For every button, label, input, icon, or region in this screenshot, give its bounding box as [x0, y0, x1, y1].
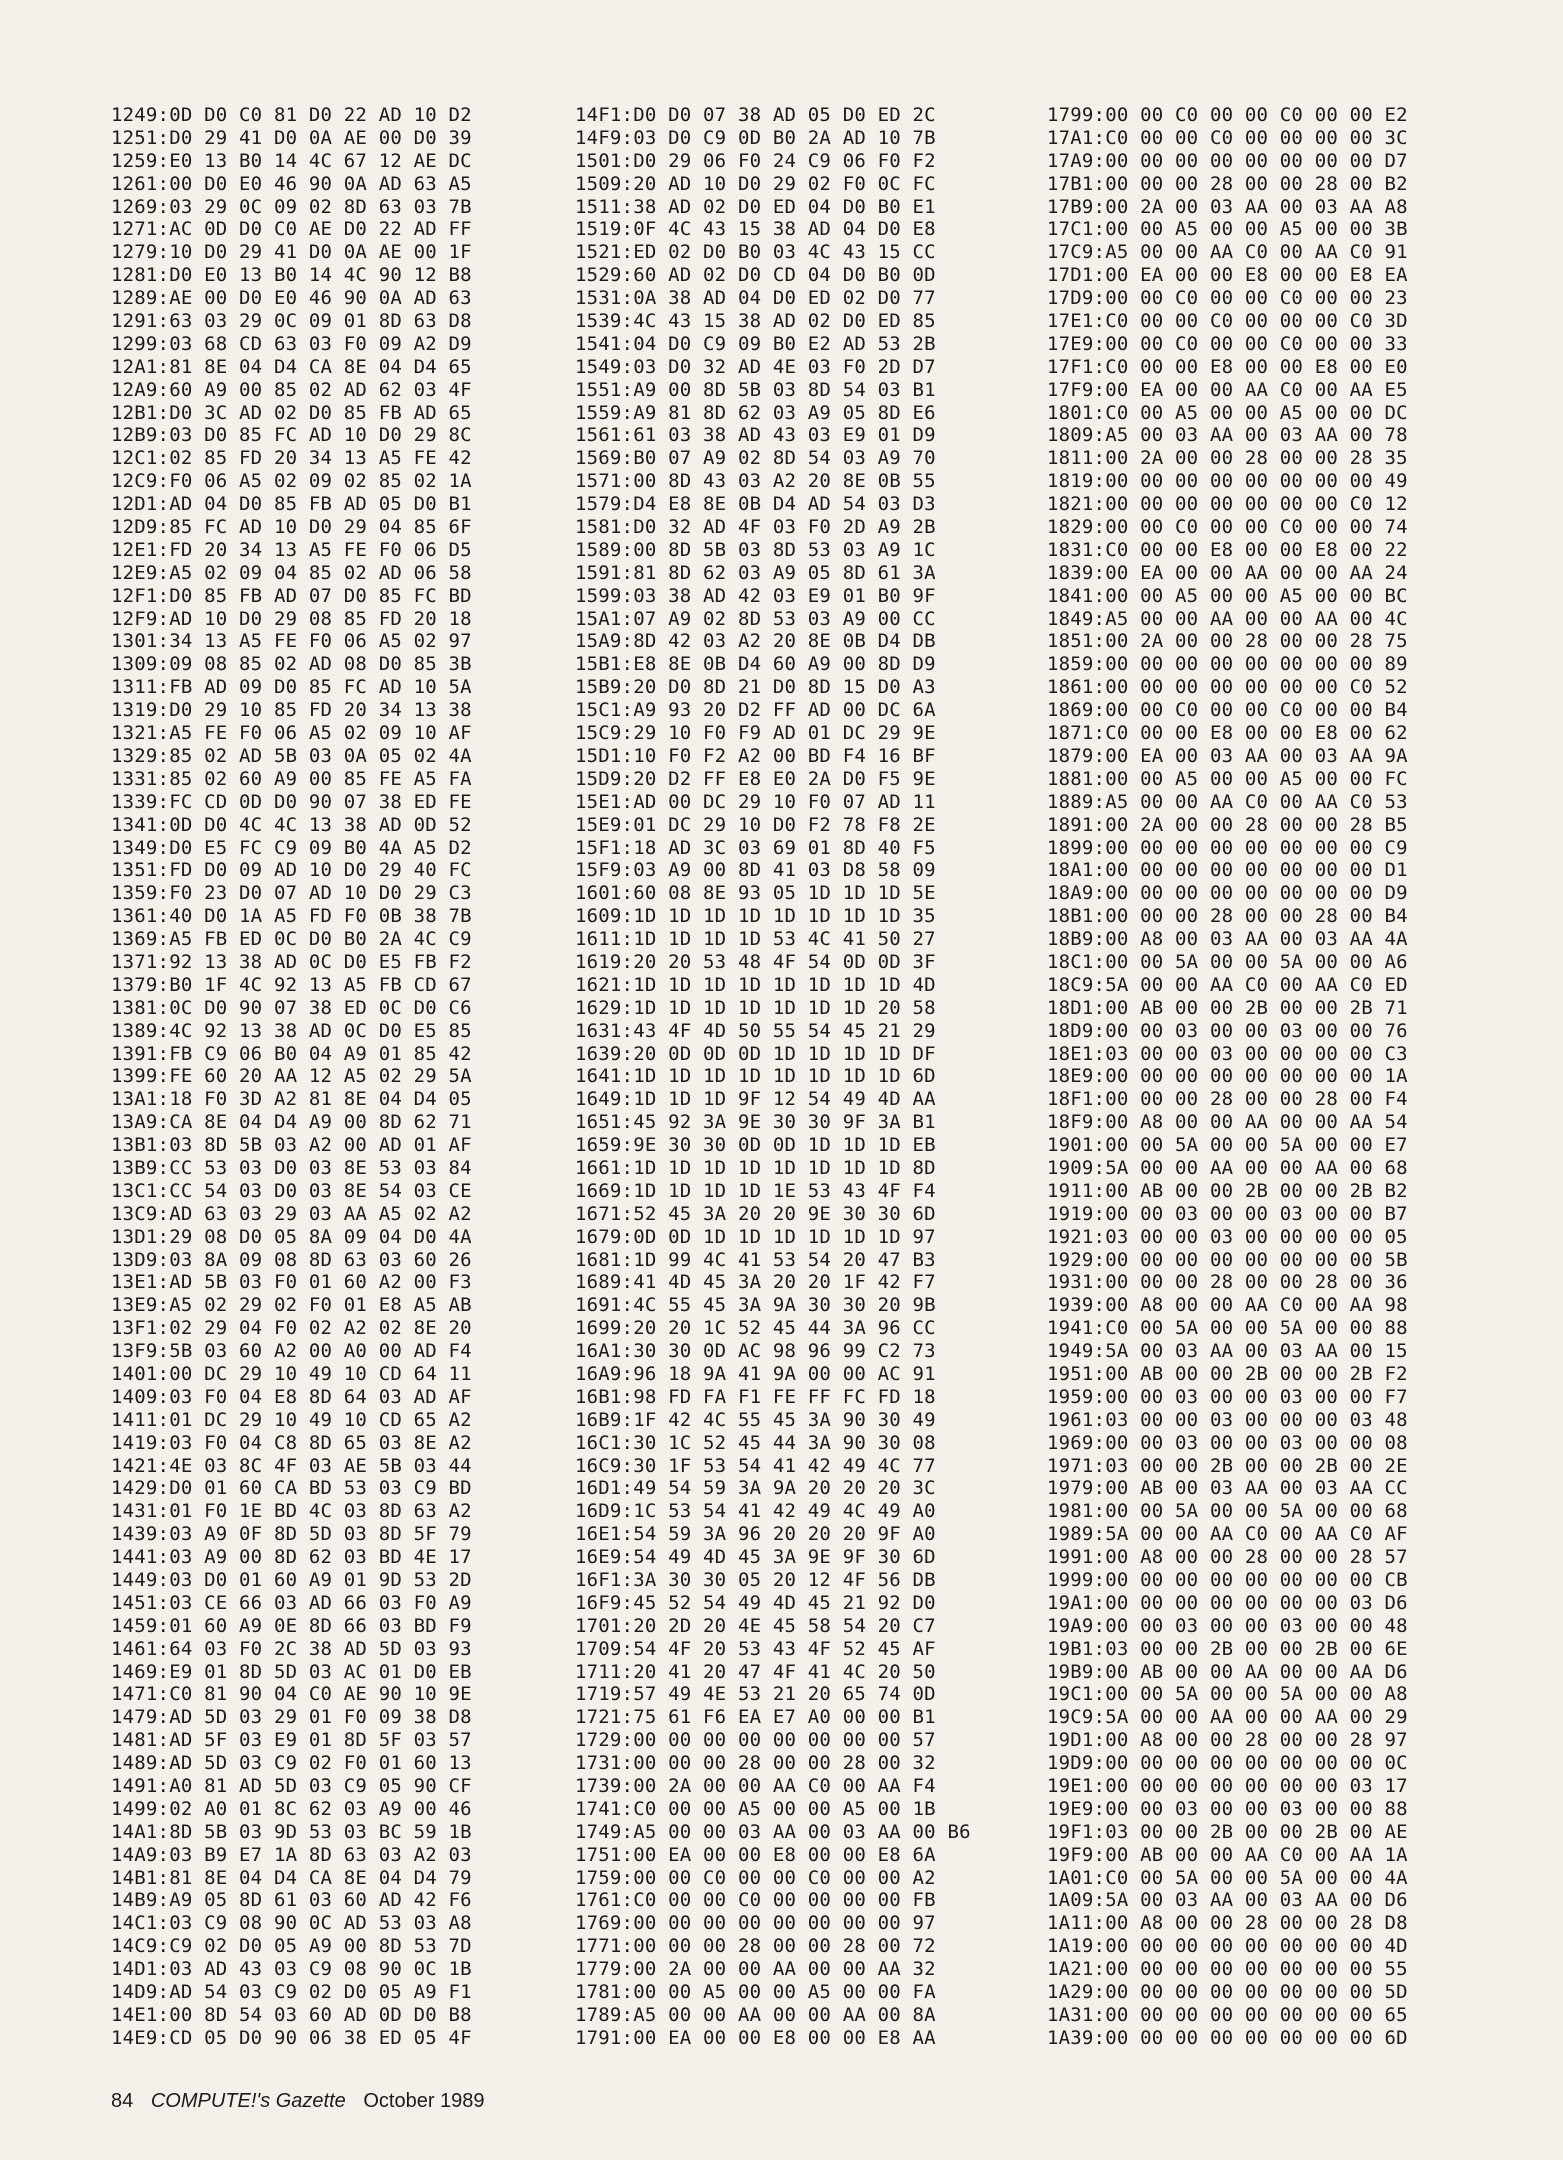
- listing-line: 1289:AE 00 D0 E0 46 90 0A AD 63: [111, 287, 472, 310]
- listing-line: 16B9:1F 42 4C 55 45 3A 90 30 49: [575, 1408, 936, 1431]
- listing-line: 14A1:8D 5B 03 9D 53 03 BC 59 1B: [111, 1820, 472, 1843]
- listing-line: 1499:02 A0 01 8C 62 03 A9 00 46: [111, 1797, 472, 1820]
- listing-line: 1789:A5 00 00 AA 00 00 AA 00 8A: [575, 2003, 936, 2026]
- listing-line: 1A39:00 00 00 00 00 00 00 00 6D: [1047, 2026, 1408, 2049]
- listing-line: 1381:0C D0 90 07 38 ED 0C D0 C6: [111, 996, 472, 1019]
- listing-line: 14B9:A9 05 8D 61 03 60 AD 42 F6: [111, 1889, 472, 1912]
- listing-line: 12E1:FD 20 34 13 A5 FE F0 06 D5: [111, 538, 472, 561]
- listing-line: 1301:34 13 A5 FE F0 06 A5 02 97: [111, 630, 472, 653]
- listing-line: 18A9:00 00 00 00 00 00 00 00 D9: [1047, 882, 1408, 905]
- listing-line: 14F9:03 D0 C9 0D B0 2A AD 10 7B: [575, 126, 936, 149]
- listing-line: 17E1:C0 00 00 C0 00 00 00 C0 3D: [1047, 310, 1408, 333]
- listing-column-1: [111, 104, 472, 2050]
- listing-line: 18F1:00 00 00 28 00 00 28 00 F4: [1047, 1088, 1408, 1111]
- listing-line: 1989:5A 00 00 AA C0 00 AA C0 AF: [1047, 1523, 1408, 1546]
- listing-line: 1869:00 00 C0 00 00 C0 00 00 B4: [1047, 699, 1408, 722]
- listing-line: 17B9:00 2A 00 03 AA 00 03 AA A8: [1047, 195, 1408, 218]
- listing-line: 1701:20 2D 20 4E 45 58 54 20 C7: [575, 1614, 936, 1637]
- listing-line: 1679:0D 0D 1D 1D 1D 1D 1D 1D 97: [575, 1225, 936, 1248]
- listing-line: 19A9:00 00 03 00 00 03 00 00 48: [1047, 1614, 1408, 1637]
- listing-line: 1271:AC 0D D0 C0 AE D0 22 AD FF: [111, 218, 472, 241]
- listing-line: 1909:5A 00 00 AA 00 00 AA 00 68: [1047, 1156, 1408, 1179]
- listing-line: 15F9:03 A9 00 8D 41 03 D8 58 09: [575, 859, 936, 882]
- listing-line: 12D1:AD 04 D0 85 FB AD 05 D0 B1: [111, 493, 472, 516]
- listing-line: 1A31:00 00 00 00 00 00 00 00 65: [1047, 2003, 1408, 2026]
- listing-line: 12A9:60 A9 00 85 02 AD 62 03 4F: [111, 378, 472, 401]
- listing-line: 1981:00 00 5A 00 00 5A 00 00 68: [1047, 1500, 1408, 1523]
- listing-line: 1379:B0 1F 4C 92 13 A5 FB CD 67: [111, 973, 472, 996]
- listing-line: 1419:03 F0 04 C8 8D 65 03 8E A2: [111, 1431, 472, 1454]
- listing-line: 1501:D0 29 06 F0 24 C9 06 F0 F2: [575, 149, 936, 172]
- listing-line: 1489:AD 5D 03 C9 02 F0 01 60 13: [111, 1752, 472, 1775]
- listing-line: 1891:00 2A 00 00 28 00 00 28 B5: [1047, 813, 1408, 836]
- listing-line: 16C1:30 1C 52 45 44 3A 90 30 08: [575, 1431, 936, 1454]
- listing-column-2: [575, 104, 971, 2050]
- listing-line: 1511:38 AD 02 D0 ED 04 D0 B0 E1: [575, 195, 936, 218]
- listing-line: 1249:0D D0 C0 81 D0 22 AD 10 D2: [111, 104, 472, 126]
- listing-line: 1601:60 08 8E 93 05 1D 1D 1D 5E: [575, 882, 936, 905]
- listing-line: 1339:FC CD 0D D0 90 07 38 ED FE: [111, 790, 472, 813]
- listing-line: 1999:00 00 00 00 00 00 00 00 CB: [1047, 1569, 1408, 1591]
- listing-line: 1709:54 4F 20 53 43 4F 52 45 AF: [575, 1637, 936, 1660]
- listing-line: 15B9:20 D0 8D 21 D0 8D 15 D0 A3: [575, 676, 936, 699]
- listing-line: 1261:00 D0 E0 46 90 0A AD 63 A5: [111, 172, 472, 195]
- listing-line: 1449:03 D0 01 60 A9 01 9D 53 2D: [111, 1569, 472, 1591]
- listing-line: 14E9:CD 05 D0 90 06 38 ED 05 4F: [111, 2026, 472, 2049]
- listing-line: 1361:40 D0 1A A5 FD F0 0B 38 7B: [111, 905, 472, 928]
- listing-line: 18B9:00 A8 00 03 AA 00 03 AA 4A: [1047, 928, 1408, 951]
- listing-line: 16B1:98 FD FA F1 FE FF FC FD 18: [575, 1385, 936, 1408]
- listing-line: 1871:C0 00 00 E8 00 00 E8 00 62: [1047, 722, 1408, 745]
- listing-line: 1421:4E 03 8C 4F 03 AE 5B 03 44: [111, 1454, 472, 1477]
- listing-line: 1779:00 2A 00 00 AA 00 00 AA 32: [575, 1958, 936, 1981]
- listing-line: 1479:AD 5D 03 29 01 F0 09 38 D8: [111, 1706, 472, 1729]
- listing-line: 16C9:30 1F 53 54 41 42 49 4C 77: [575, 1454, 936, 1477]
- listing-line: 15D1:10 F0 F2 A2 00 BD F4 16 BF: [575, 744, 936, 767]
- listing-line: 1299:03 68 CD 63 03 F0 09 A2 D9: [111, 332, 472, 355]
- listing-line: 1279:10 D0 29 41 D0 0A AE 00 1F: [111, 241, 472, 264]
- listing-line: 1A11:00 A8 00 00 28 00 00 28 D8: [1047, 1912, 1408, 1935]
- listing-line: 19B1:03 00 00 2B 00 00 2B 00 6E: [1047, 1637, 1408, 1660]
- listing-line: 1991:00 A8 00 00 28 00 00 28 57: [1047, 1546, 1408, 1569]
- listing-line: 1911:00 AB 00 00 2B 00 00 2B B2: [1047, 1179, 1408, 1202]
- listing-line: 16F1:3A 30 30 05 20 12 4F 56 DB: [575, 1569, 936, 1591]
- listing-line: 14F1:D0 D0 07 38 AD 05 D0 ED 2C: [575, 104, 936, 126]
- listing-line: 1469:E9 01 8D 5D 03 AC 01 D0 EB: [111, 1660, 472, 1683]
- listing-line: 15E9:01 DC 29 10 D0 F2 78 F8 2E: [575, 813, 936, 836]
- listing-line: 13A1:18 F0 3D A2 81 8E 04 D4 05: [111, 1088, 472, 1111]
- listing-line: 15E1:AD 00 DC 29 10 F0 07 AD 11: [575, 790, 936, 813]
- listing-line: 13A9:CA 8E 04 D4 A9 00 8D 62 71: [111, 1111, 472, 1134]
- listing-line: 1341:0D D0 4C 4C 13 38 AD 0D 52: [111, 813, 472, 836]
- listing-line: 1589:00 8D 5B 03 8D 53 03 A9 1C: [575, 538, 936, 561]
- listing-line: 1839:00 EA 00 00 AA 00 00 AA 24: [1047, 561, 1408, 584]
- listing-line: 14D9:AD 54 03 C9 02 D0 05 A9 F1: [111, 1981, 472, 2004]
- listing-line: 13B1:03 8D 5B 03 A2 00 AD 01 AF: [111, 1134, 472, 1157]
- listing-line: 1849:A5 00 00 AA 00 00 AA 00 4C: [1047, 607, 1408, 630]
- listing-line: 1531:0A 38 AD 04 D0 ED 02 D0 77: [575, 287, 936, 310]
- listing-line: 1481:AD 5F 03 E9 01 8D 5F 03 57: [111, 1729, 472, 1752]
- listing-line: 1921:03 00 00 03 00 00 00 00 05: [1047, 1225, 1408, 1248]
- listing-line: 18D1:00 AB 00 00 2B 00 00 2B 71: [1047, 996, 1408, 1019]
- listing-line: 1689:41 4D 45 3A 20 20 1F 42 F7: [575, 1271, 936, 1294]
- listing-line: 14E1:00 8D 54 03 60 AD 0D D0 B8: [111, 2003, 472, 2026]
- listing-line: 1761:C0 00 00 C0 00 00 00 00 FB: [575, 1889, 936, 1912]
- listing-line: 17C1:00 00 A5 00 00 A5 00 00 3B: [1047, 218, 1408, 241]
- listing-line: 1509:20 AD 10 D0 29 02 F0 0C FC: [575, 172, 936, 195]
- listing-line: 1631:43 4F 4D 50 55 54 45 21 29: [575, 1019, 936, 1042]
- listing-line: 15C1:A9 93 20 D2 FF AD 00 DC 6A: [575, 699, 936, 722]
- listing-line: 1369:A5 FB ED 0C D0 B0 2A 4C C9: [111, 928, 472, 951]
- listing-line: 15F1:18 AD 3C 03 69 01 8D 40 F5: [575, 836, 936, 859]
- listing-line: 1471:C0 81 90 04 C0 AE 90 10 9E: [111, 1683, 472, 1706]
- listing-line: 17F9:00 EA 00 00 AA C0 00 AA E5: [1047, 378, 1408, 401]
- listing-line: 1769:00 00 00 00 00 00 00 00 97: [575, 1912, 936, 1935]
- listing-line: 1901:00 00 5A 00 00 5A 00 00 E7: [1047, 1134, 1408, 1157]
- listing-line: 15A9:8D 42 03 A2 20 8E 0B D4 DB: [575, 630, 936, 653]
- listing-line: 1629:1D 1D 1D 1D 1D 1D 1D 20 58: [575, 996, 936, 1019]
- listing-line: 1391:FB C9 06 B0 04 A9 01 85 42: [111, 1042, 472, 1065]
- listing-line: 1459:01 60 A9 0E 8D 66 03 BD F9: [111, 1614, 472, 1637]
- listing-line: 13E9:A5 02 29 02 F0 01 E8 A5 AB: [111, 1294, 472, 1317]
- listing-line: 1959:00 00 03 00 00 03 00 00 F7: [1047, 1385, 1408, 1408]
- listing-line: 1939:00 A8 00 00 AA C0 00 AA 98: [1047, 1294, 1408, 1317]
- listing-line: 1461:64 03 F0 2C 38 AD 5D 03 93: [111, 1637, 472, 1660]
- listing-line: 1291:63 03 29 0C 09 01 8D 63 D8: [111, 310, 472, 333]
- listing-line: 1411:01 DC 29 10 49 10 CD 65 A2: [111, 1408, 472, 1431]
- listing-line: 1651:45 92 3A 9E 30 30 9F 3A B1: [575, 1111, 936, 1134]
- listing-line: 17E9:00 00 C0 00 00 C0 00 00 33: [1047, 332, 1408, 355]
- listing-line: 1A09:5A 00 03 AA 00 03 AA 00 D6: [1047, 1889, 1408, 1912]
- listing-line: 15D9:20 D2 FF E8 E0 2A D0 F5 9E: [575, 767, 936, 790]
- listing-line: 18F9:00 A8 00 00 AA 00 00 AA 54: [1047, 1111, 1408, 1134]
- listing-line: 16D9:1C 53 54 41 42 49 4C 49 A0: [575, 1500, 936, 1523]
- listing-line: 17D9:00 00 C0 00 00 C0 00 00 23: [1047, 287, 1408, 310]
- listing-line: 1881:00 00 A5 00 00 A5 00 00 FC: [1047, 767, 1408, 790]
- listing-line: 18B1:00 00 00 28 00 00 28 00 B4: [1047, 905, 1408, 928]
- listing-line: 13D1:29 08 D0 05 8A 09 04 D0 4A: [111, 1225, 472, 1248]
- listing-line: 18C1:00 00 5A 00 00 5A 00 00 A6: [1047, 950, 1408, 973]
- listing-line: 1741:C0 00 00 A5 00 00 A5 00 1B: [575, 1797, 936, 1820]
- listing-line: 19F9:00 AB 00 00 AA C0 00 AA 1A: [1047, 1843, 1408, 1866]
- listing-line: 1561:61 03 38 AD 43 03 E9 01 D9: [575, 424, 936, 447]
- listing-line: 12F9:AD 10 D0 29 08 85 FD 20 18: [111, 607, 472, 630]
- listing-line: 1259:E0 13 B0 14 4C 67 12 AE DC: [111, 149, 472, 172]
- listing-line: 1311:FB AD 09 D0 85 FC AD 10 5A: [111, 676, 472, 699]
- listing-line: 16A1:30 30 0D AC 98 96 99 C2 73: [575, 1340, 936, 1363]
- listing-line: 1401:00 DC 29 10 49 10 CD 64 11: [111, 1362, 472, 1385]
- listing-line: 1751:00 EA 00 00 E8 00 00 E8 6A: [575, 1843, 936, 1866]
- listing-line: 1671:52 45 3A 20 20 9E 30 30 6D: [575, 1202, 936, 1225]
- listing-column-3: [1047, 104, 1408, 2050]
- listing-line: 12E9:A5 02 09 04 85 02 AD 06 58: [111, 561, 472, 584]
- listing-line: 1551:A9 00 8D 5B 03 8D 54 03 B1: [575, 378, 936, 401]
- listing-line: 1841:00 00 A5 00 00 A5 00 00 BC: [1047, 584, 1408, 607]
- listing-line: 1851:00 2A 00 00 28 00 00 28 75: [1047, 630, 1408, 653]
- listing-line: 1569:B0 07 A9 02 8D 54 03 A9 70: [575, 447, 936, 470]
- listing-line: 1549:03 D0 32 AD 4E 03 F0 2D D7: [575, 355, 936, 378]
- listing-line: 1A01:C0 00 5A 00 00 5A 00 00 4A: [1047, 1866, 1408, 1889]
- listing-line: 1661:1D 1D 1D 1D 1D 1D 1D 1D 8D: [575, 1156, 936, 1179]
- listing-line: 1749:A5 00 00 03 AA 00 03 AA 00 B6: [575, 1820, 971, 1843]
- listing-line: 15B1:E8 8E 0B D4 60 A9 00 8D D9: [575, 653, 936, 676]
- listing-line: 1541:04 D0 C9 09 B0 E2 AD 53 2B: [575, 332, 936, 355]
- listing-line: 1919:00 00 03 00 00 03 00 00 B7: [1047, 1202, 1408, 1225]
- listing-line: 1669:1D 1D 1D 1D 1E 53 43 4F F4: [575, 1179, 936, 1202]
- listing-line: 1879:00 EA 00 03 AA 00 03 AA 9A: [1047, 744, 1408, 767]
- listing-line: 1389:4C 92 13 38 AD 0C D0 E5 85: [111, 1019, 472, 1042]
- listing-line: 1641:1D 1D 1D 1D 1D 1D 1D 1D 6D: [575, 1065, 936, 1088]
- listing-line: 1579:D4 E8 8E 0B D4 AD 54 03 D3: [575, 493, 936, 516]
- magazine-name: COMPUTE!'s Gazette: [150, 2090, 346, 2112]
- listing-line: 1A21:00 00 00 00 00 00 00 00 55: [1047, 1958, 1408, 1981]
- listing-line: 1429:D0 01 60 CA BD 53 03 C9 BD: [111, 1477, 472, 1500]
- listing-line: 17C9:A5 00 00 AA C0 00 AA C0 91: [1047, 241, 1408, 264]
- listing-line: 17A9:00 00 00 00 00 00 00 00 D7: [1047, 149, 1408, 172]
- listing-line: 18D9:00 00 03 00 00 03 00 00 76: [1047, 1019, 1408, 1042]
- listing-line: 1859:00 00 00 00 00 00 00 00 89: [1047, 653, 1408, 676]
- listing-line: 1559:A9 81 8D 62 03 A9 05 8D E6: [575, 401, 936, 424]
- listing-line: 12C1:02 85 FD 20 34 13 A5 FE 42: [111, 447, 472, 470]
- listing-line: 13D9:03 8A 09 08 8D 63 03 60 26: [111, 1248, 472, 1271]
- listing-line: 1831:C0 00 00 E8 00 00 E8 00 22: [1047, 538, 1408, 561]
- listing-line: 18C9:5A 00 00 AA C0 00 AA C0 ED: [1047, 973, 1408, 996]
- listing-line: 1519:0F 4C 43 15 38 AD 04 D0 E8: [575, 218, 936, 241]
- listing-line: 13F9:5B 03 60 A2 00 A0 00 AD F4: [111, 1340, 472, 1363]
- listing-line: 16D1:49 54 59 3A 9A 20 20 20 3C: [575, 1477, 936, 1500]
- listing-line: 12B9:03 D0 85 FC AD 10 D0 29 8C: [111, 424, 472, 447]
- listing-line: 12D9:85 FC AD 10 D0 29 04 85 6F: [111, 516, 472, 539]
- listing-line: 1639:20 0D 0D 0D 1D 1D 1D 1D DF: [575, 1042, 936, 1065]
- listing-line: 1521:ED 02 D0 B0 03 4C 43 15 CC: [575, 241, 936, 264]
- listing-line: 16E1:54 59 3A 96 20 20 20 9F A0: [575, 1523, 936, 1546]
- listing-line: 1371:92 13 38 AD 0C D0 E5 FB F2: [111, 950, 472, 973]
- listing-line: 19E1:00 00 00 00 00 00 00 03 17: [1047, 1775, 1408, 1798]
- listing-line: 13C9:AD 63 03 29 03 AA A5 02 A2: [111, 1202, 472, 1225]
- listing-line: 1929:00 00 00 00 00 00 00 00 5B: [1047, 1248, 1408, 1271]
- listing-line: 17A1:C0 00 00 C0 00 00 00 00 3C: [1047, 126, 1408, 149]
- listing-line: 1A19:00 00 00 00 00 00 00 00 4D: [1047, 1935, 1408, 1958]
- listing-line: 1609:1D 1D 1D 1D 1D 1D 1D 1D 35: [575, 905, 936, 928]
- listing-line: 1759:00 00 C0 00 00 C0 00 00 A2: [575, 1866, 936, 1889]
- listing-line: 19C9:5A 00 00 AA 00 00 AA 00 29: [1047, 1706, 1408, 1729]
- listing-line: 1719:57 49 4E 53 21 20 65 74 0D: [575, 1683, 936, 1706]
- listing-line: 18E1:03 00 00 03 00 00 00 00 C3: [1047, 1042, 1408, 1065]
- listing-line: 1619:20 20 53 48 4F 54 0D 0D 3F: [575, 950, 936, 973]
- listing-line: 1711:20 41 20 47 4F 41 4C 20 50: [575, 1660, 936, 1683]
- listing-line: 17B1:00 00 00 28 00 00 28 00 B2: [1047, 172, 1408, 195]
- listing-line: 1309:09 08 85 02 AD 08 D0 85 3B: [111, 653, 472, 676]
- listing-line: 1731:00 00 00 28 00 00 28 00 32: [575, 1752, 936, 1775]
- listing-line: 1349:D0 E5 FC C9 09 B0 4A A5 D2: [111, 836, 472, 859]
- listing-line: 1351:FD D0 09 AD 10 D0 29 40 FC: [111, 859, 472, 882]
- listing-line: 1269:03 29 0C 09 02 8D 63 03 7B: [111, 195, 472, 218]
- listing-line: 1971:03 00 00 2B 00 00 2B 00 2E: [1047, 1454, 1408, 1477]
- listing-line: 1691:4C 55 45 3A 9A 30 30 20 9B: [575, 1294, 936, 1317]
- listing-line: 19C1:00 00 5A 00 00 5A 00 00 A8: [1047, 1683, 1408, 1706]
- listing-line: 1809:A5 00 03 AA 00 03 AA 00 78: [1047, 424, 1408, 447]
- listing-line: 1319:D0 29 10 85 FD 20 34 13 38: [111, 699, 472, 722]
- listing-line: 13E1:AD 5B 03 F0 01 60 A2 00 F3: [111, 1271, 472, 1294]
- listing-line: 18E9:00 00 00 00 00 00 00 00 1A: [1047, 1065, 1408, 1088]
- page-footer: [111, 2090, 485, 2113]
- listing-line: 1439:03 A9 0F 8D 5D 03 8D 5F 79: [111, 1523, 472, 1546]
- listing-line: 1949:5A 00 03 AA 00 03 AA 00 15: [1047, 1340, 1408, 1363]
- listing-line: 19A1:00 00 00 00 00 00 00 03 D6: [1047, 1591, 1408, 1614]
- listing-line: 19B9:00 AB 00 00 AA 00 00 AA D6: [1047, 1660, 1408, 1683]
- listing-line: 14A9:03 B9 E7 1A 8D 63 03 A2 03: [111, 1843, 472, 1866]
- listing-line: 16E9:54 49 4D 45 3A 9E 9F 30 6D: [575, 1546, 936, 1569]
- listing-line: 17F1:C0 00 00 E8 00 00 E8 00 E0: [1047, 355, 1408, 378]
- listing-line: 1529:60 AD 02 D0 CD 04 D0 B0 0D: [575, 264, 936, 287]
- listing-line: 15C9:29 10 F0 F9 AD 01 DC 29 9E: [575, 722, 936, 745]
- listing-line: 19D9:00 00 00 00 00 00 00 00 0C: [1047, 1752, 1408, 1775]
- listing-line: 12B1:D0 3C AD 02 D0 85 FB AD 65: [111, 401, 472, 424]
- listing-line: 13B9:CC 53 03 D0 03 8E 53 03 84: [111, 1156, 472, 1179]
- page-number: 84: [111, 2090, 134, 2112]
- listing-line: 1659:9E 30 30 0D 0D 1D 1D 1D EB: [575, 1134, 936, 1157]
- listing-line: 19F1:03 00 00 2B 00 00 2B 00 AE: [1047, 1820, 1408, 1843]
- listing-line: 1329:85 02 AD 5B 03 0A 05 02 4A: [111, 744, 472, 767]
- listing-line: 1811:00 2A 00 00 28 00 00 28 35: [1047, 447, 1408, 470]
- listing-line: 1889:A5 00 00 AA C0 00 AA C0 53: [1047, 790, 1408, 813]
- listing-line: 1599:03 38 AD 42 03 E9 01 B0 9F: [575, 584, 936, 607]
- listing-line: 1969:00 00 03 00 00 03 00 00 08: [1047, 1431, 1408, 1454]
- listing-line: 1431:01 F0 1E BD 4C 03 8D 63 A2: [111, 1500, 472, 1523]
- listing-line: 1251:D0 29 41 D0 0A AE 00 D0 39: [111, 126, 472, 149]
- listing-line: 19E9:00 00 03 00 00 03 00 00 88: [1047, 1797, 1408, 1820]
- listing-line: 17D1:00 EA 00 00 E8 00 00 E8 EA: [1047, 264, 1408, 287]
- listing-line: 1951:00 AB 00 00 2B 00 00 2B F2: [1047, 1362, 1408, 1385]
- listing-line: 1821:00 00 00 00 00 00 00 C0 12: [1047, 493, 1408, 516]
- issue-date: October 1989: [363, 2090, 485, 2112]
- listing-line: 1359:F0 23 D0 07 AD 10 D0 29 C3: [111, 882, 472, 905]
- listing-line: 1899:00 00 00 00 00 00 00 00 C9: [1047, 836, 1408, 859]
- listing-line: 1799:00 00 C0 00 00 C0 00 00 E2: [1047, 104, 1408, 126]
- listing-line: 14C9:C9 02 D0 05 A9 00 8D 53 7D: [111, 1935, 472, 1958]
- listing-line: 16A9:96 18 9A 41 9A 00 00 AC 91: [575, 1362, 936, 1385]
- listing-line: 1409:03 F0 04 E8 8D 64 03 AD AF: [111, 1385, 472, 1408]
- listing-line: 13F1:02 29 04 F0 02 A2 02 8E 20: [111, 1317, 472, 1340]
- listing-line: 1591:81 8D 62 03 A9 05 8D 61 3A: [575, 561, 936, 584]
- listing-line: 1571:00 8D 43 03 A2 20 8E 0B 55: [575, 470, 936, 493]
- listing-line: 12A1:81 8E 04 D4 CA 8E 04 D4 65: [111, 355, 472, 378]
- listing-line: 1861:00 00 00 00 00 00 00 C0 52: [1047, 676, 1408, 699]
- listing-line: 15A1:07 A9 02 8D 53 03 A9 00 CC: [575, 607, 936, 630]
- listing-line: 1931:00 00 00 28 00 00 28 00 36: [1047, 1271, 1408, 1294]
- listing-line: 1611:1D 1D 1D 1D 53 4C 41 50 27: [575, 928, 936, 951]
- listing-line: 13C1:CC 54 03 D0 03 8E 54 03 CE: [111, 1179, 472, 1202]
- listing-line: 1791:00 EA 00 00 E8 00 00 E8 AA: [575, 2026, 936, 2049]
- listing-line: 1961:03 00 00 03 00 00 00 03 48: [1047, 1408, 1408, 1431]
- listing-line: 1941:C0 00 5A 00 00 5A 00 00 88: [1047, 1317, 1408, 1340]
- listing-line: 1491:A0 81 AD 5D 03 C9 05 90 CF: [111, 1775, 472, 1798]
- listing-line: 1801:C0 00 A5 00 00 A5 00 00 DC: [1047, 401, 1408, 424]
- listing-line: 1819:00 00 00 00 00 00 00 00 49: [1047, 470, 1408, 493]
- listing-line: 1721:75 61 F6 EA E7 A0 00 00 B1: [575, 1706, 936, 1729]
- listing-line: 1399:FE 60 20 AA 12 A5 02 29 5A: [111, 1065, 472, 1088]
- listing-line: 1681:1D 99 4C 41 53 54 20 47 B3: [575, 1248, 936, 1271]
- listing-line: 12F1:D0 85 FB AD 07 D0 85 FC BD: [111, 584, 472, 607]
- listing-line: 1539:4C 43 15 38 AD 02 D0 ED 85: [575, 310, 936, 333]
- listing-line: 1739:00 2A 00 00 AA C0 00 AA F4: [575, 1775, 936, 1798]
- listing-line: 1979:00 AB 00 03 AA 00 03 AA CC: [1047, 1477, 1408, 1500]
- listing-line: 1699:20 20 1C 52 45 44 3A 96 CC: [575, 1317, 936, 1340]
- listing-line: 12C9:F0 06 A5 02 09 02 85 02 1A: [111, 470, 472, 493]
- listing-line: 19D1:00 A8 00 00 28 00 00 28 97: [1047, 1729, 1408, 1752]
- listing-line: 1331:85 02 60 A9 00 85 FE A5 FA: [111, 767, 472, 790]
- listing-line: 1771:00 00 00 28 00 00 28 00 72: [575, 1935, 936, 1958]
- listing-line: 1649:1D 1D 1D 9F 12 54 49 4D AA: [575, 1088, 936, 1111]
- listing-line: 16F9:45 52 54 49 4D 45 21 92 D0: [575, 1591, 936, 1614]
- listing-line: 1321:A5 FE F0 06 A5 02 09 10 AF: [111, 722, 472, 745]
- listing-line: 1621:1D 1D 1D 1D 1D 1D 1D 1D 4D: [575, 973, 936, 996]
- listing-line: 1A29:00 00 00 00 00 00 00 00 5D: [1047, 1981, 1408, 2004]
- listing-line: 1581:D0 32 AD 4F 03 F0 2D A9 2B: [575, 516, 936, 539]
- listing-line: 1729:00 00 00 00 00 00 00 00 57: [575, 1729, 936, 1752]
- listing-line: 1781:00 00 A5 00 00 A5 00 00 FA: [575, 1981, 936, 2004]
- listing-line: 1441:03 A9 00 8D 62 03 BD 4E 17: [111, 1546, 472, 1569]
- listing-line: 18A1:00 00 00 00 00 00 00 00 D1: [1047, 859, 1408, 882]
- listing-line: 14C1:03 C9 08 90 0C AD 53 03 A8: [111, 1912, 472, 1935]
- listing-line: 1451:03 CE 66 03 AD 66 03 F0 A9: [111, 1591, 472, 1614]
- listing-line: 14B1:81 8E 04 D4 CA 8E 04 D4 79: [111, 1866, 472, 1889]
- listing-line: 1829:00 00 C0 00 00 C0 00 00 74: [1047, 516, 1408, 539]
- listing-line: 14D1:03 AD 43 03 C9 08 90 0C 1B: [111, 1958, 472, 1981]
- listing-line: 1281:D0 E0 13 B0 14 4C 90 12 B8: [111, 264, 472, 287]
